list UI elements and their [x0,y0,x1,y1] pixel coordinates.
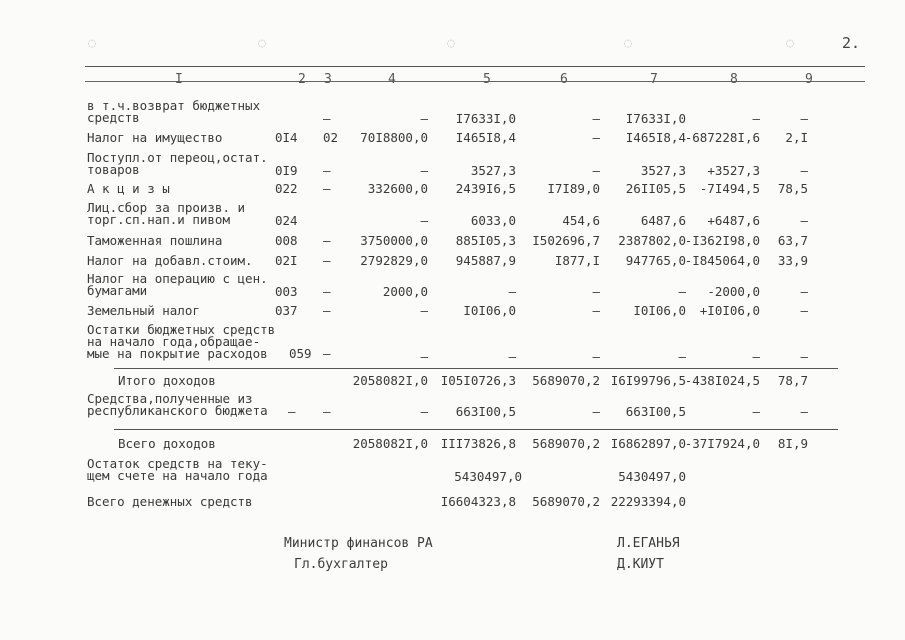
cell-col8: -438I024,5 [684,373,760,388]
cell-col4: – [420,111,428,126]
cell-col8: -37I7924,0 [684,436,760,451]
cell-col5: 6033,0 [470,213,516,228]
cell-col7: I6I99796,5 [610,373,686,388]
row-label: Земельный налог [87,303,200,318]
row-label: Налог на имущество [87,130,223,145]
cell-col8: – [752,111,760,126]
cell-col9: 8I,9 [777,436,808,451]
row-label: Остатки бюджетных средств на начало года,обращае- мые на покрытие расходов [87,322,276,361]
cell-col5: 2439I6,5 [455,181,516,196]
cell-col9: – [800,303,808,318]
total-rule [114,429,838,430]
cell-col5: – [508,284,516,299]
cell-col4: 3750000,0 [360,233,428,248]
row-label: Таможенная пошлина [87,233,223,248]
cell-col9: 78,5 [777,181,808,196]
cell-code: 024 [275,213,298,228]
cell-col3: – [323,346,331,361]
column-number-2: 2 [298,72,306,87]
cell-col5: 3527,3 [470,163,516,178]
cell-col5: 885I05,3 [455,233,516,248]
faint-mark: ◌ [786,36,794,51]
row-label: Поступл.от переоц,остат. товаров [87,150,268,177]
cell-col5: – [508,349,516,364]
cell-col7: I0I06,0 [633,303,686,318]
cell-code: 02I [275,253,298,268]
cell-col6: – [592,163,600,178]
cell-col6: I7I89,0 [547,181,600,196]
cell-col3: 02 [323,130,339,145]
cell-col4: 2000,0 [382,284,428,299]
faint-mark: ◌ [258,36,266,51]
cell-col4: – [420,349,428,364]
signature-minister-title: Министр финансов РА [284,536,433,551]
cell-col9: – [800,163,808,178]
header-rule-top [85,66,865,67]
cell-col5: 663I00,5 [455,404,516,419]
cell-col6: – [592,111,600,126]
cell-col9: – [800,404,808,419]
faint-mark: ◌ [447,36,455,51]
cell-col4: – [420,163,428,178]
cell-col6: – [592,404,600,419]
cell-col5: I0I06,0 [463,303,516,318]
cell-col7: 22293394,0 [610,494,686,509]
cell-col4: 70I8800,0 [360,130,428,145]
cell-col4: – [420,404,428,419]
cell-col6: 454,6 [562,213,600,228]
cell-code: 022 [275,181,298,196]
cell-col3: – [323,111,331,126]
cell-col6: 5689070,2 [532,436,600,451]
column-number-5: 5 [483,72,491,87]
cell-col4: 2792829,0 [360,253,428,268]
cell-col9: – [800,349,808,364]
cell-col7: 26II05,5 [625,181,686,196]
cell-col7: 2387802,0 [618,233,686,248]
cell-col8: +I0I06,0 [699,303,760,318]
header-rule-bottom [85,81,865,82]
cell-col6: I502696,7 [532,233,600,248]
cell-col3: – [323,181,331,196]
cell-col8: -I845064,0 [684,253,760,268]
cell-col4: 2058082I,0 [352,373,428,388]
signature-minister-name: Л.ЕГАНЬЯ [617,536,680,551]
column-number-9: 9 [805,72,813,87]
cell-col3: – [323,233,331,248]
faint-mark: ◌ [624,36,632,51]
cell-col4: 2058082I,0 [352,436,428,451]
column-number-8: 8 [730,72,738,87]
column-number-7: 7 [650,72,658,87]
cell-col7: 6487,6 [640,213,686,228]
cell-col6: – [592,349,600,364]
cell-col9: 33,9 [777,253,808,268]
row-label: Всего денежных средств [87,494,253,509]
row-label: Средства,полученные из республиканского бюджета [87,391,268,418]
cell-col5: I6604323,8 [440,494,516,509]
cell-col6: I877,I [554,253,600,268]
cell-code: 037 [275,303,298,318]
cell-col5: I05I0726,3 [440,373,516,388]
cell-col6: – [592,130,600,145]
cell-code: – [288,404,296,419]
cell-col8: -687228I,6 [684,130,760,145]
cell-col7: 3527,3 [640,163,686,178]
cell-col5: I465I8,4 [455,130,516,145]
row-label: Итого доходов [118,373,216,388]
cell-col9: – [800,213,808,228]
cell-col6: 5689070,2 [532,494,600,509]
row-label: Остаток средств на теку- щем счете на начало года [87,456,268,483]
row-label: Налог на добавл.стоим. [87,253,253,268]
cell-col4: – [420,213,428,228]
cell-col4: 332600,0 [367,181,428,196]
cell-col7: 663I00,5 [625,404,686,419]
cell-col5: 5430497,0 [454,469,522,484]
faint-mark: ◌ [88,36,96,51]
cell-col8: -7I494,5 [699,181,760,196]
signature-accountant-title: Гл.бухгалтер [294,557,388,572]
cell-col9: 2,I [785,130,808,145]
cell-col4: – [420,303,428,318]
column-number-1: I [175,72,183,87]
row-label: в т.ч.возврат бюджетных средств [87,98,261,125]
row-label: Лиц.сбор за произв. и торг.сп.нап.и пивом [87,200,246,227]
cell-code: 0I4 [275,130,298,145]
cell-col7: I7633I,0 [625,111,686,126]
cell-col7: 5430497,0 [618,469,686,484]
cell-col9: – [800,111,808,126]
cell-col3: – [323,303,331,318]
subtotal-rule [114,368,838,369]
cell-col8: +6487,6 [707,213,760,228]
cell-code: 003 [275,284,298,299]
cell-col5: 945887,9 [455,253,516,268]
column-number-6: 6 [560,72,568,87]
cell-col7: 947765,0 [625,253,686,268]
cell-col3: – [323,163,331,178]
cell-col8: +3527,3 [707,163,760,178]
cell-col7: – [678,349,686,364]
signature-accountant-name: Д.КИУТ [617,557,664,572]
cell-col5: III73826,8 [440,436,516,451]
cell-col6: 5689070,2 [532,373,600,388]
cell-code: 0I9 [275,163,298,178]
cell-col6: – [592,303,600,318]
cell-col9: – [800,284,808,299]
cell-col5: I7633I,0 [455,111,516,126]
cell-col9: 78,7 [777,373,808,388]
cell-col3: – [323,404,331,419]
cell-code: 059 [289,346,312,361]
cell-col7: I6862897,0 [610,436,686,451]
cell-col3: – [323,284,331,299]
column-number-3: 3 [324,72,332,87]
column-number-4: 4 [388,72,396,87]
cell-col9: 63,7 [777,233,808,248]
cell-col8: – [752,404,760,419]
cell-col6: – [592,284,600,299]
row-label: Всего доходов [118,436,216,451]
cell-col8: -2000,0 [707,284,760,299]
cell-code: 008 [275,233,298,248]
cell-col8: -I362I98,0 [684,233,760,248]
row-label: А к ц и з ы [87,181,170,196]
page-number: 2. [842,34,861,52]
cell-col7: – [678,284,686,299]
cell-col7: I465I8,4 [625,130,686,145]
cell-col8: – [752,349,760,364]
cell-col3: – [323,253,331,268]
row-label: Налог на операцию с цен. бумагами [87,271,268,298]
